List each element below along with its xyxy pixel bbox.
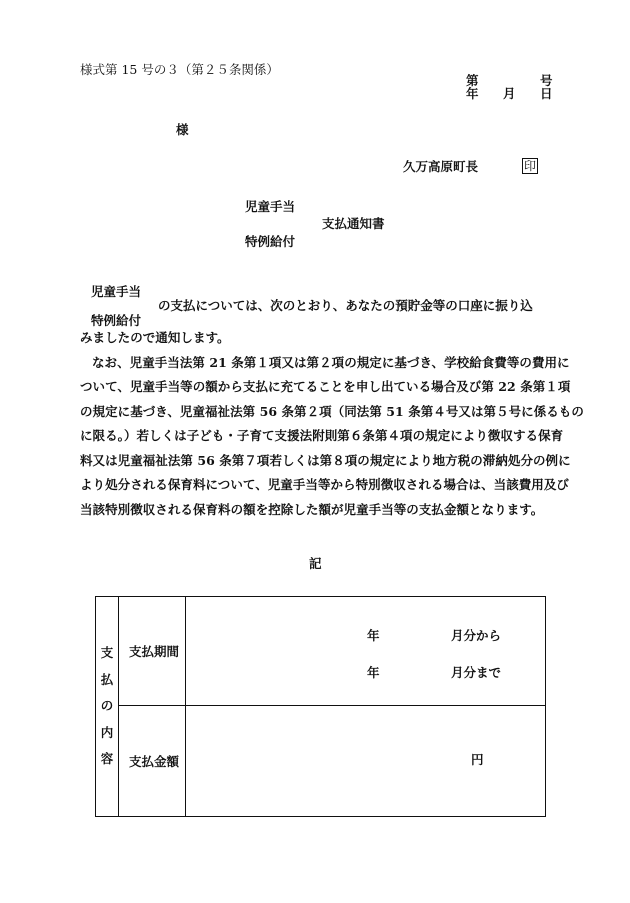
side-char: 払: [100, 671, 114, 687]
recipient-suffix: 様: [176, 122, 189, 137]
title-line-child-allowance: 児童手当: [245, 199, 296, 214]
period-to-year: 年: [367, 665, 380, 680]
issuer-name: 久万高原町長: [403, 159, 479, 174]
side-char: 内: [100, 724, 114, 740]
p2-line: なお、児童手当法第 21 条第１項又は第２項の規定に基づき、学校給食費等の費用に: [92, 354, 570, 370]
p1-label-special-benefit: 特例給付: [91, 313, 142, 328]
payment-content-table: [95, 596, 546, 817]
amount-label: 支払金額: [119, 706, 186, 817]
title-line-special-benefit: 特例給付: [245, 234, 296, 249]
p1-label-child-allowance: 児童手当: [91, 284, 142, 299]
p2-line: 料又は児童福祉法第 56 条第７項若しくは第８項の規定により地方税の滞納処分の例に: [80, 452, 571, 468]
period-to-month: 月分まで: [451, 665, 502, 680]
date-year: 年: [466, 86, 479, 101]
title-line-payment-notice: 支払通知書: [322, 216, 385, 231]
p2-line: の規定に基づき、児童福祉法第 56 条第２項（同法第 51 条第４号又は第５号に係るもの: [80, 403, 584, 419]
p1-text: の支払については、次のとおり、あなたの預貯金等の口座に振り込: [158, 298, 533, 313]
seal-mark: 印: [524, 159, 537, 173]
body-paragraph: [80, 326, 584, 522]
ki-heading: 記: [309, 556, 322, 571]
p2-line: 当該特別徴収される保育料の額を控除した額が児童手当等の支払金額となります。: [80, 501, 544, 517]
p1-continuation: みましたので通知します。: [80, 330, 230, 345]
p2-line: に限る。）若しくは子ども・子育て支援法附則第６条第４項の規定により徴収する保育: [80, 428, 564, 443]
amount-unit: 円: [471, 752, 484, 767]
date-month: 月: [503, 86, 516, 101]
side-char: 支: [100, 645, 114, 661]
side-label-cell: [96, 597, 119, 817]
p2-line: ついて、児童手当等の額から支払に充てることを申し出ている場合及び第 22 条第１項: [80, 379, 571, 394]
side-char: の: [100, 698, 114, 714]
period-from-month: 月分から: [451, 628, 502, 643]
period-label: 支払期間: [119, 597, 186, 706]
number-prefix: 第: [466, 73, 479, 88]
amount-value-cell: [186, 706, 546, 817]
number-suffix: 号: [540, 73, 553, 88]
side-char: 容: [100, 751, 114, 767]
period-value-cell: [186, 597, 546, 706]
form-number: 様式第 15 号の３（第２５条関係）: [80, 62, 279, 77]
date-day: 日: [540, 86, 553, 101]
p2-line: より処分される保育料について、児童手当等から特別徴収される場合は、当該費用及び: [80, 477, 569, 492]
period-from-year: 年: [367, 628, 380, 643]
